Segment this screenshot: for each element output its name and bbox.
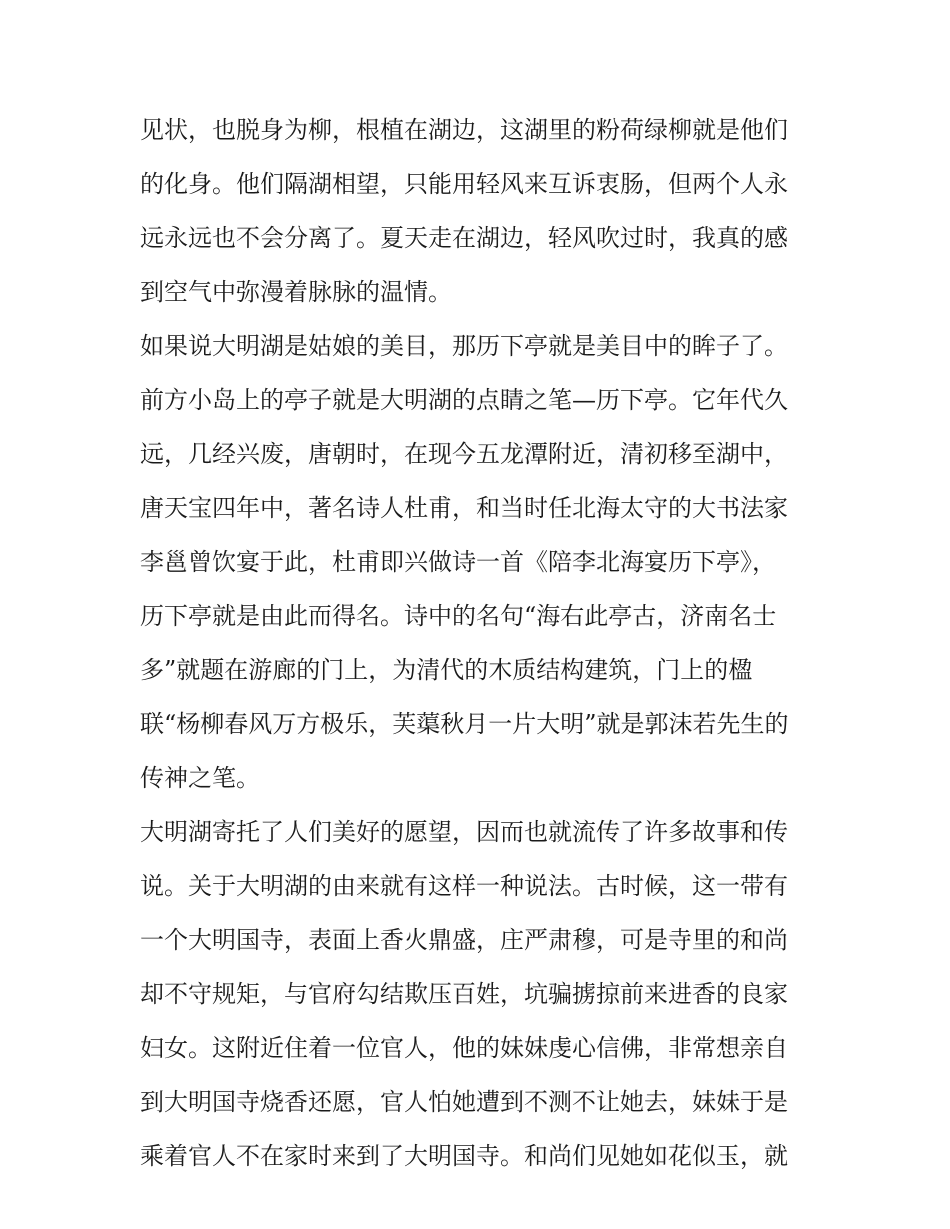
text-line: 联“杨柳春风万方极乐，芙蕖秋月一片大明”就是郭沫若先生的 [140,710,789,738]
text-line: 乘着官人不在家时来到了大明国寺。和尚们见她如花似玉，就 [140,1142,788,1170]
text-line: 到空气中弥漫着脉脉的温情。 [140,278,452,306]
text-line: 妇女。这附近住着一位官人，他的妹妹虔心信佛，非常想亲自 [140,1034,788,1062]
text-line: 传神之笔。 [140,764,260,792]
text-line: 的化身。他们隔湖相望，只能用轻风来互诉衷肠，但两个人永 [140,170,788,198]
text-line: 见状，也脱身为柳，根植在湖边，这湖里的粉荷绿柳就是他们 [140,116,788,144]
text-line: 前方小岛上的亭子就是大明湖的点睛之笔—历下亭。它年代久 [140,386,788,414]
body-text [140,108,830,1188]
text-line: 说。关于大明湖的由来就有这样一种说法。古时候，这一带有 [140,872,788,900]
text-line: 李邕曾饮宴于此，杜甫即兴做诗一首《陪李北海宴历下亭》， [140,548,776,576]
text-line: 远，几经兴废，唐朝时，在现今五龙潭附近，清初移至湖中， [140,440,788,468]
text-line: 却不守规矩，与官府勾结欺压百姓，坑骗掳掠前来进香的良家 [140,980,788,1008]
text-line: 多”就题在游廊的门上，为清代的木质结构建筑，门上的楹 [140,656,753,684]
text-line: 历下亭就是由此而得名。诗中的名句“海右此亭古，济南名士 [140,602,777,630]
text-line: 到大明国寺烧香还愿，官人怕她遭到不测不让她去，妹妹于是 [140,1088,788,1116]
text-line: 大明湖寄托了人们美好的愿望，因而也就流传了许多故事和传 [140,818,788,846]
text-line: 如果说大明湖是姑娘的美目，那历下亭就是美目中的眸子了。 [140,332,788,360]
text-line: 远永远也不会分离了。夏天走在湖边，轻风吹过时，我真的感 [140,224,788,252]
text-line: 一个大明国寺，表面上香火鼎盛，庄严肃穆，可是寺里的和尚 [140,926,788,954]
text-line: 唐天宝四年中，著名诗人杜甫，和当时任北海太守的大书法家 [140,494,788,522]
